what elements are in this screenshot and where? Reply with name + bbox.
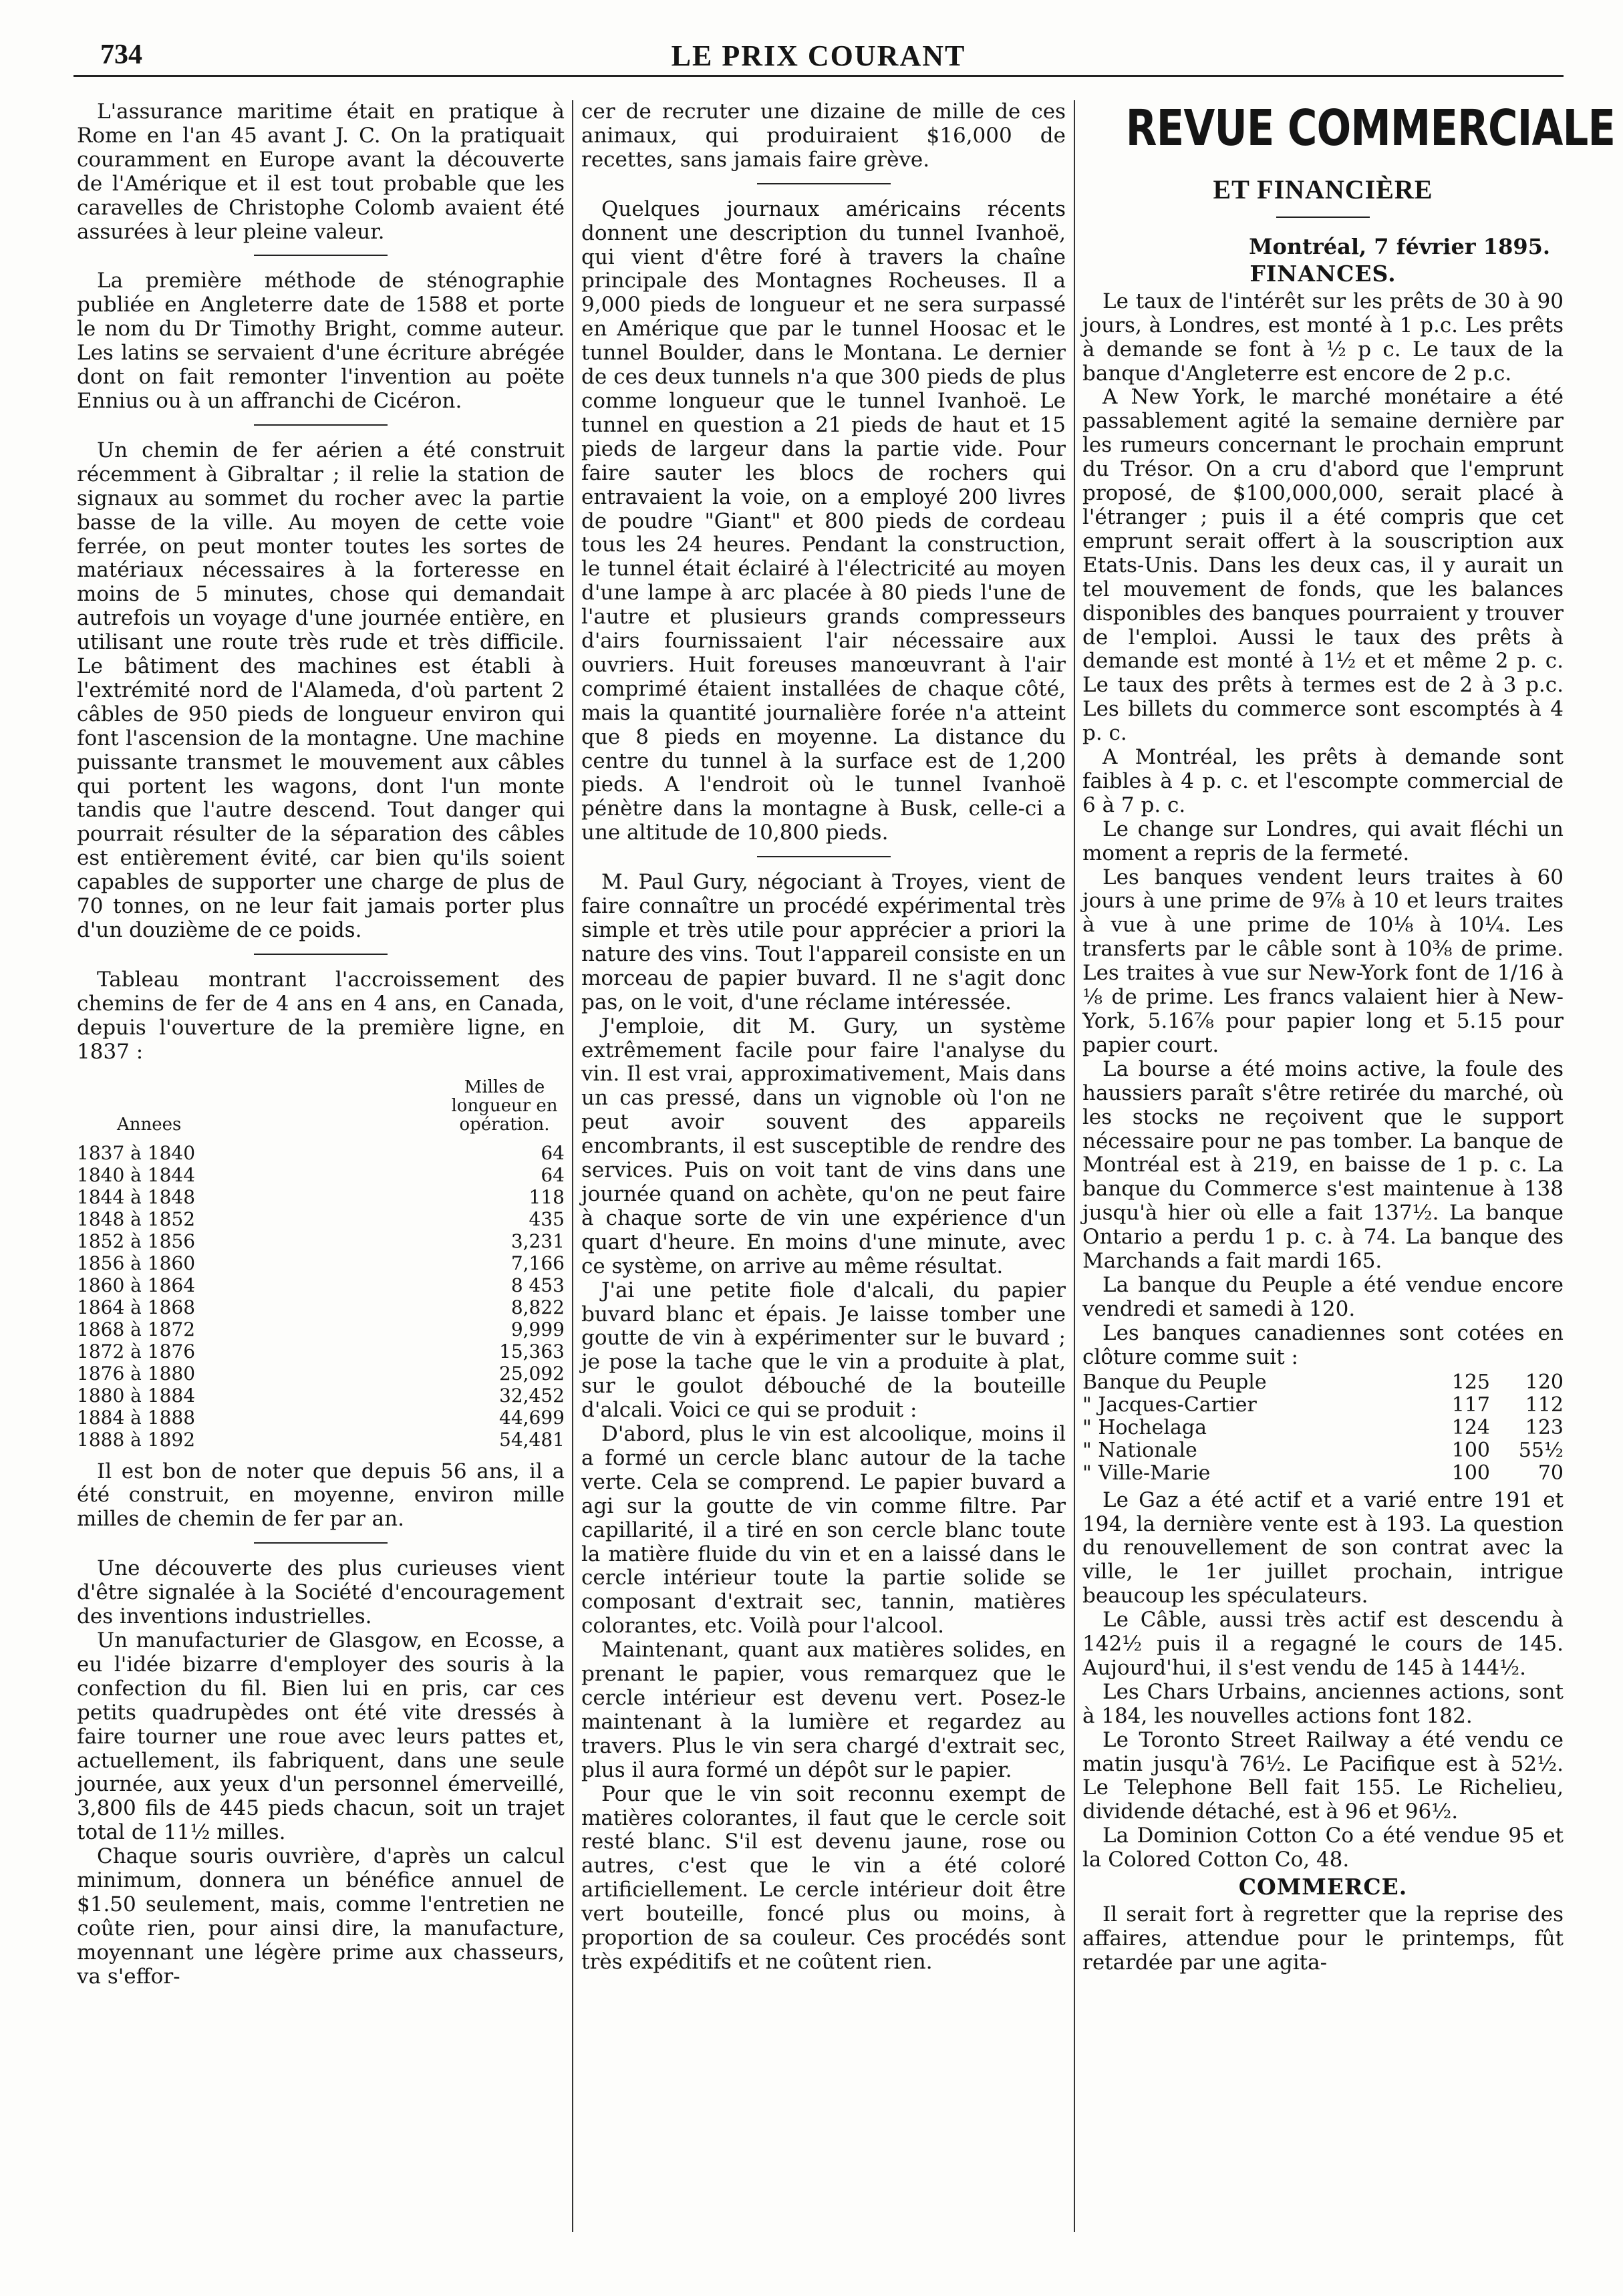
miles-cell: 9,999 bbox=[510, 1318, 565, 1340]
table-row bbox=[1082, 1371, 1564, 1394]
table-row bbox=[77, 1230, 565, 1252]
separator bbox=[757, 183, 891, 184]
miles-cell: 118 bbox=[529, 1185, 565, 1208]
table-row bbox=[77, 1142, 565, 1164]
finance-stock-exchange: La bourse a été moins active, la foule des haussiers paraît s'être retirée du marché, où les stocks ne reçoivent que le support nécessaire pour ne pas tomber. La banque de Montréal est à 219, en baisse de 1 p. c. La banque du Commerce s'est maintenue à 138 jusqu'à hier où elle a fait 137½. La banque Ontario a perdu 1 p. c. à 74. La banque des Marchands a fait mardi 165. bbox=[1082, 1056, 1564, 1274]
article-wine-test-alcohol: D'abord, plus le vin est alcoolique, moins il a formé un cercle blanc autour de la tache verte. Cela se comprend. Le papier buvard a agi sur la goutte de vin comme filtre. Par capillarité, il a tiré en son cercle blanc toute la matière fluide du vin et en a laissé dans le cercle intérieur toute la partie solide se composant d'extrait sec, tannin, matières colorantes, etc. Voilà pour l'alcool. bbox=[581, 1422, 1066, 1638]
column-middle bbox=[581, 100, 1066, 1975]
railway-table bbox=[77, 1142, 565, 1451]
column-right bbox=[1082, 100, 1616, 1975]
finance-bank-drafts: Les banques vendent leurs traites à 60 jours à une prime de 9⅞ à 10 et leurs traites à vue à une prime de 10⅛ à 10¼. Les transferts par le câble sont à 10⅜ de prime. Les traites à vue sur New-York font de 1/16 à ⅛ de prime. Les francs valaient hier à New-York, 5.16⅞ pour papier long et 5.15 pour papier court. bbox=[1082, 865, 1564, 1057]
column-left bbox=[77, 100, 565, 1989]
separator bbox=[254, 255, 388, 256]
article-mice-continued: cer de recruter une dizaine de mille de ces animaux, qui produiraient $16,000 de recettes, sans jamais faire grève. bbox=[581, 100, 1066, 172]
header-rule bbox=[73, 75, 1564, 77]
page-header bbox=[73, 39, 1564, 78]
separator bbox=[757, 856, 891, 857]
table-row bbox=[77, 1362, 565, 1385]
column-divider-1 bbox=[572, 100, 573, 2232]
finance-new-york: A New York, le marché monétaire a été passablement agité la semaine dernière par les rumeurs concernant le prochain emprunt du Trésor. On a cru d'abord que l'emprunt proposé, de $100,000,000, serait placé à l'étranger ; puis il a été compris que cet emprunt serait offert à la souscription aux Etats-Unis. Dans les deux cas, il y aurait un tel mouvement de fonds, que les balances disponibles des banques pourraient y trouver de l'emploi. Aussi le taux des prêts à demande est monté à 1½ et et même 2 p. c. Le taux des prêts à termes est de 2 à 3 p.c. Les billets du commerce sont escomptés à 4 p. c. bbox=[1082, 385, 1564, 746]
bank-quote-b: 70 bbox=[1537, 1461, 1564, 1485]
table-row bbox=[77, 1385, 565, 1407]
heading-finances: FINANCES. bbox=[1249, 260, 1396, 287]
separator bbox=[254, 1542, 388, 1544]
article-ivanhoe-tunnel: Quelques journaux américains récents donnent une description du tunnel Ivanhoë, qui vient d'être foré à travers la chaîne principale des Montagnes Rocheuses. Il a 9,000 pieds de longueur et ne sera surpassé en Amérique que par le tunnel Hoosac et le tunnel Boulder, dans le Montana. Le dernier de ces deux tunnels n'a que 300 pieds de plus comme longueur que le tunnel Ivanhoë. Le tunnel en question a 21 pieds de haut et 15 pieds de largeur dans la partie vide. Pour faire sauter les blocs de rochers qui entravaient la voie, on a employé 200 livres de poudre "Giant" et 800 pieds de cordeau tous les 24 heures. Pendant la construction, le tunnel était éclairé à l'électricité au moyen d'une lampe à arc placée à 80 pieds l'une de l'autre et plusieurs grands compresseurs d'airs fournissaient l'air nécessaire aux ouvriers. Huit foreuses manœuvrant à l'air comprimé étaient installées de chaque côté, mais la quantité journalière forée n'a atteint que 8 pieds en moyenne. La distance du centre du tunnel à la surface est de 1,200 pieds. A l'endroit où le tunnel Ivanhoë pénètre dans la montagne à Busk, celle-ci a une altitude de 10,800 pieds. bbox=[581, 196, 1066, 845]
table-header-miles: Milles de longueur en opération. bbox=[451, 1077, 558, 1135]
miles-cell: 44,699 bbox=[499, 1406, 565, 1429]
miles-cell: 3,231 bbox=[510, 1230, 565, 1252]
bank-quote-b: 112 bbox=[1525, 1393, 1564, 1417]
section-subtitle: ET FINANCIÈRE bbox=[1213, 174, 1433, 204]
table-row bbox=[77, 1318, 565, 1340]
table-row bbox=[77, 1164, 565, 1186]
railway-table-intro: Tableau montrant l'accroissement des chemins de fer de 4 ans en 4 ans, en Canada, depuis l'ouverture de la première ligne, en 1837 : bbox=[77, 967, 565, 1064]
article-gibraltar-railway: Un chemin de fer aérien a été construit récemment à Gibraltar ; il relie la station de signaux au sommet du rocher avec la partie basse de la ville. Au moyen de cette voie ferrée, on peut monter toutes les sortes de matériaux nécessaires à la forteresse en moins de 5 minutes, chose qui demandait autrefois un voyage d'une journée entière, en utilisant une route très rude et très difficile. Le bâtiment des machines est établi à l'extrémité nord de l'Alameda, d'où partent 2 câbles de 950 pieds de longueur environ qui font l'ascension de la montagne. Une machine puissante transmet le mouvement aux câbles qui portent les wagons, dont l'un monte tandis que l'autre descend. Tout danger qui pourrait résulter de la séparation des câbles est entièrement évité, car bien qu'ils soient capables de supporter une charge de plus de 70 tonnes, on ne leur fait jamais porter plus d'un douzième de ce poids. bbox=[77, 438, 565, 942]
finance-cotton: La Dominion Cotton Co a été vendue 95 et la Colored Cotton Co, 48. bbox=[1082, 1824, 1564, 1872]
table-row bbox=[77, 1274, 565, 1296]
table-row bbox=[77, 1296, 565, 1318]
miles-cell: 64 bbox=[541, 1141, 565, 1164]
article-wine-test-intro: M. Paul Gury, négociant à Troyes, vient de faire connaître un procédé expérimental très simple et très utile pour apprécier a priori la nature des vins. Tout l'appareil consiste en un morceau de papier buvard. Il ne s'agit donc pas, on le voit, d'une réclame intéressée. bbox=[581, 870, 1066, 1014]
bank-quote-a: 117 bbox=[1451, 1393, 1490, 1417]
bank-quote-a: 125 bbox=[1451, 1370, 1490, 1394]
finance-montreal: A Montréal, les prêts à demande sont faibles à 4 p. c. et l'escompte commercial de 6 à 7 p. c. bbox=[1082, 745, 1564, 817]
miles-cell: 64 bbox=[541, 1163, 565, 1186]
article-wine-test-solids: Maintenant, quant aux matières solides, en prenant le papier, vous remarquez que le cercle intérieur est devenu vert. Posez-le maintenant à la lumière et regardez au travers. Plus le vin sera chargé d'extrait sec, plus il aura formé un dépôt sur le papier. bbox=[581, 1638, 1066, 1782]
bank-quote-b: 120 bbox=[1525, 1370, 1564, 1394]
heading-commerce: COMMERCE. bbox=[1238, 1874, 1408, 1900]
article-mice-profit: Chaque souris ouvrière, d'après un calcul minimum, donnera un bénéfice annuel de $1.50 seulement, mais, comme l'entretien ne coûte rien, pour ainsi dire, la manufacture, moyennant une légère prime aux chasseurs, va s'effor- bbox=[77, 1844, 565, 1989]
bank-name: " Ville-Marie bbox=[1082, 1461, 1211, 1485]
period-cell: 1884 à 1888 bbox=[77, 1406, 196, 1429]
table-header-years: Annees bbox=[117, 1114, 182, 1135]
period-cell: 1856 à 1860 bbox=[77, 1252, 196, 1274]
period-cell: 1880 à 1884 bbox=[77, 1384, 196, 1407]
table-row bbox=[77, 1252, 565, 1274]
period-cell: 1876 à 1880 bbox=[77, 1362, 196, 1385]
table-row bbox=[77, 1340, 565, 1362]
miles-cell: 15,363 bbox=[499, 1340, 565, 1362]
table-row bbox=[1082, 1439, 1564, 1462]
table-row bbox=[1082, 1462, 1564, 1485]
finance-london: Le taux de l'intérêt sur les prêts de 30 à 90 jours, à Londres, est monté à 1 p.c. Les prêts à demande se font à ½ p c. Le taux de la banque d'Angleterre est encore de 2 p.c. bbox=[1082, 289, 1564, 386]
period-cell: 1860 à 1864 bbox=[77, 1274, 196, 1296]
running-title: LE PRIX COURANT bbox=[671, 39, 966, 72]
bank-quote-a: 124 bbox=[1451, 1415, 1490, 1439]
bank-name: " Hochelaga bbox=[1082, 1415, 1207, 1439]
railway-table-note: Il est bon de noter que depuis 56 ans, il a été construit, en moyenne, environ mille milles de chemin de fer par an. bbox=[77, 1459, 565, 1532]
article-wine-test-procedure: J'ai une petite fiole d'alcali, du papier buvard blanc et épais. Je laisse tomber une goutte de vin à expérimenter sur le buvard ; je pose la tache que le vin a produite à plat, sur le goulot débouché de la bouteille d'alcali. Voici ce qui se produit : bbox=[581, 1278, 1066, 1423]
finance-gas: Le Gaz a été actif et a varié entre 191 et 194, la dernière vente est à 193. La question du renouvellement de son contrat avec la ville, le 1er juillet prochain, intrigue beaucoup les spéculateurs. bbox=[1082, 1487, 1564, 1608]
finance-street-cars: Les Chars Urbains, anciennes actions, sont à 184, les nouvelles actions font 182. bbox=[1082, 1679, 1564, 1728]
period-cell: 1868 à 1872 bbox=[77, 1318, 196, 1340]
section-title: REVUE COMMERCIALE bbox=[1125, 100, 1616, 157]
finance-toronto-railway: Le Toronto Street Railway a été vendu ce matin jusqu'à 76½. Le Pacifique est à 52½. Le Telephone Bell fait 155. Le Richelieu, dividende détaché, est à 96 et 96½. bbox=[1082, 1727, 1564, 1824]
period-cell: 1864 à 1868 bbox=[77, 1296, 196, 1318]
miles-cell: 8,822 bbox=[510, 1296, 565, 1318]
period-cell: 1848 à 1852 bbox=[77, 1207, 196, 1230]
column-divider-2 bbox=[1074, 100, 1075, 2232]
table-row bbox=[77, 1208, 565, 1230]
dateline: Montréal, 7 février 1895. bbox=[1249, 234, 1550, 259]
bank-quote-a: 100 bbox=[1451, 1438, 1490, 1462]
railway-table-header bbox=[77, 1078, 565, 1134]
period-cell: 1872 à 1876 bbox=[77, 1340, 196, 1362]
article-maritime-insurance: L'assurance maritime était en pratique à Rome en l'an 45 avant J. C. On la pratiquait couramment en Europe avant la découverte de l'Amérique et il est tout probable que les caravelles de Christophe Colomb avaient été assurées à leur pleine valeur. bbox=[77, 100, 565, 244]
bank-name: " Nationale bbox=[1082, 1438, 1197, 1462]
commerce-intro: Il serait fort à regretter que la reprise des affaires, attendue pour le printemps, fût retardée par une agita- bbox=[1082, 1902, 1564, 1975]
finance-banque-peuple: La banque du Peuple a été vendue encore vendredi et samedi à 120. bbox=[1082, 1272, 1564, 1321]
article-wine-test-method: J'emploie, dit M. Gury, un système extrêmement facile pour faire l'analyse du vin. Il est vrai, approximativement, Mais dans un cas pressé, dans un vignoble où l'on ne peut avoir souvent des appareils encombrants, il est susceptible de rendre des services. Puis on voit tant de vins dans une journée quand on achète, qu'on ne peut faire à chaque sorte de vin une expérience d'un quart d'heure. En moins d'une minute, avec ce système, on arrive au même résultat. bbox=[581, 1014, 1066, 1278]
bank-quote-b: 55½ bbox=[1518, 1438, 1564, 1462]
finance-bank-quotes-intro: Les banques canadiennes sont cotées en clôture comme suit : bbox=[1082, 1320, 1564, 1369]
bank-quote-a: 100 bbox=[1451, 1461, 1490, 1485]
table-row bbox=[1082, 1417, 1564, 1439]
separator bbox=[254, 954, 388, 955]
page-number: 734 bbox=[100, 39, 142, 70]
bank-quote-b: 123 bbox=[1525, 1415, 1564, 1439]
period-cell: 1852 à 1856 bbox=[77, 1230, 196, 1252]
table-row bbox=[1082, 1394, 1564, 1417]
finance-exchange: Le change sur Londres, qui avait fléchi un moment a repris de la fermeté. bbox=[1082, 817, 1564, 865]
article-mice-glasgow: Un manufacturier de Glasgow, en Ecosse, a eu l'idée bizarre d'employer des souris à la confection du fil. Bien lui en pris, car ces petits quadrupèdes ont été vite dressés à faire tourner une roue avec leurs pattes et, actuellement, ils fabriquent, dans une seule journée, aux yeux d'un personnel émerveillé, 3,800 fils de 445 pieds chacun, soit un trajet total de 11½ milles. bbox=[77, 1628, 565, 1845]
miles-cell: 54,481 bbox=[499, 1428, 565, 1451]
period-cell: 1840 à 1844 bbox=[77, 1163, 196, 1186]
table-row bbox=[77, 1186, 565, 1208]
bank-name: Banque du Peuple bbox=[1082, 1370, 1267, 1394]
article-stenography: La première méthode de sténographie publiée en Angleterre date de 1588 et porte le nom du Dr Timothy Bright, comme auteur. Les latins se servaient d'une écriture abrégée dont on fait remonter l'invention au poëte Ennius ou à un affranchi de Cicéron. bbox=[77, 269, 565, 413]
separator bbox=[254, 424, 388, 426]
article-mice-discovery: Une découverte des plus curieuses vient d'être signalée à la Société d'encouragement des inventions industrielles. bbox=[77, 1556, 565, 1629]
miles-cell: 8 453 bbox=[510, 1274, 565, 1296]
period-cell: 1837 à 1840 bbox=[77, 1141, 196, 1164]
article-wine-test-colour: Pour que le vin soit reconnu exempt de matières colorantes, il faut que le cercle soit resté blanc. S'il est devenu jaune, rose ou autres, c'est que le vin a été coloré artificiellement. Le cercle intérieur doit être vert bouteille, foncé plus ou moins, à proportion de sa couleur. Ces procédés sont très expéditifs et ne coûtent rien. bbox=[581, 1781, 1066, 1974]
bank-name: " Jacques-Cartier bbox=[1082, 1393, 1257, 1417]
miles-cell: 32,452 bbox=[499, 1384, 565, 1407]
miles-cell: 435 bbox=[529, 1207, 565, 1230]
period-cell: 1888 à 1892 bbox=[77, 1428, 196, 1451]
separator bbox=[1276, 217, 1370, 218]
miles-cell: 25,092 bbox=[499, 1362, 565, 1385]
table-row bbox=[77, 1407, 565, 1429]
bank-quotes-table bbox=[1082, 1371, 1564, 1485]
finance-cable: Le Câble, aussi très actif est descendu à 142½ puis il a regagné le cours de 145. Aujourd'hui, il s'est vendu de 145 à 144½. bbox=[1082, 1608, 1564, 1680]
period-cell: 1844 à 1848 bbox=[77, 1185, 196, 1208]
miles-cell: 7,166 bbox=[510, 1252, 565, 1274]
table-row bbox=[77, 1429, 565, 1451]
